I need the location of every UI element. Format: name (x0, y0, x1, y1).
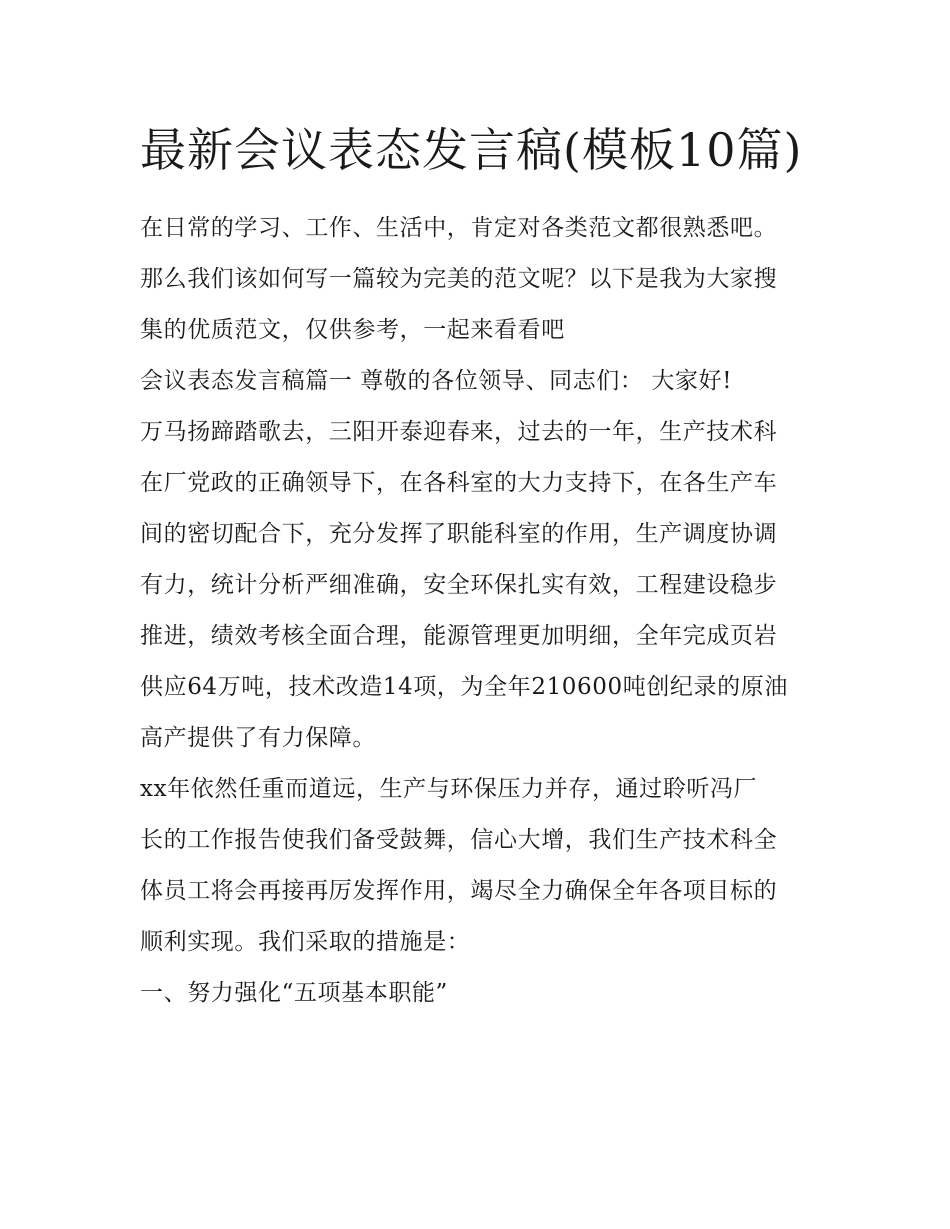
paragraph-line: xx年依然任重而道远，生产与环保压力并存，通过聆听冯厂 (140, 776, 758, 802)
paragraph-line: 万马扬蹄踏歌去，三阳开泰迎春来，过去的一年，生产技术科 (140, 419, 778, 445)
paragraph-line: 供应64万吨，技术改造14项，为全年210600吨创纪录的原油 (140, 674, 788, 700)
intro-paragraph (140, 203, 815, 356)
paragraph-line: 在厂党政的正确领导下，在各科室的大力支持下，在各生产车 (140, 470, 778, 496)
review-paragraph (140, 407, 815, 764)
paragraph-line: 间的密切配合下，充分发挥了职能科室的作用，生产调度协调 (140, 521, 778, 547)
paragraph-line: 高产提供了有力保障。 (140, 725, 376, 751)
outlook-paragraph (140, 764, 815, 968)
paragraph-line: 有力，统计分析严细准确，安全环保扎实有效，工程建设稳步 (140, 572, 778, 598)
paragraph-line: 会议表态发言稿篇一 尊敬的各位领导、同志们： 大家好! (140, 368, 733, 394)
paragraph-line: 那么我们该如何写一篇较为完美的范文呢？以下是我为大家搜 (140, 266, 778, 292)
paragraph-line: 推进，绩效考核全面合理，能源管理更加明细，全年完成页岩 (140, 623, 778, 649)
paragraph-line: 一、努力强化“五项基本职能” (140, 980, 448, 1006)
paragraph-line: 在日常的学习、工作、生活中，肯定对各类范文都很熟悉吧。 (140, 215, 778, 241)
paragraph-line: 长的工作报告使我们备受鼓舞，信心大增，我们生产技术科全 (140, 827, 778, 853)
greeting-paragraph (140, 356, 815, 407)
paragraph-line: 体员工将会再接再厉发挥作用，竭尽全力确保全年各项目标的 (140, 878, 778, 904)
paragraph-line: 集的优质范文，仅供参考，一起来看看吧 (140, 317, 565, 343)
paragraph-line: 顺利实现。我们采取的措施是： (140, 929, 471, 955)
document-title: 最新会议表态发言稿(模板10篇) (140, 123, 803, 177)
section-heading-paragraph (140, 968, 815, 1019)
document-page (140, 112, 815, 1019)
